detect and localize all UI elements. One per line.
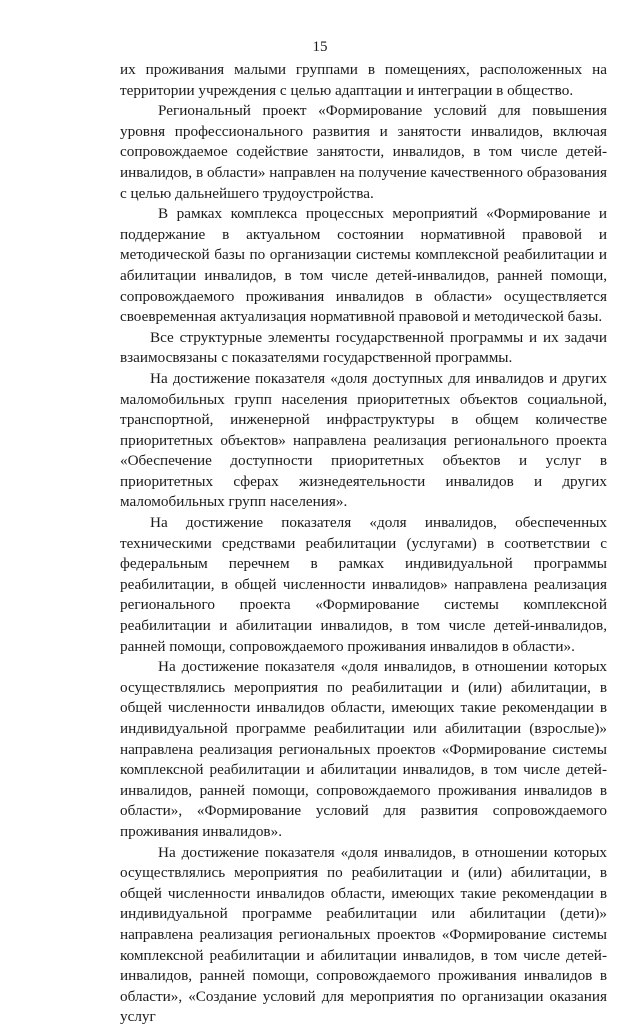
paragraph-rehabilitation-children-indicator: На достижение показателя «доля инвалидов, в отношении которых осуществлялись мероприятия по реабилитации и (или) абилитации, в общей численности инвалидов области, имеющих такие рекомендации в индивидуальной программе реабилитации или абилитации (дети)» направлена реализация региональных проектов «Формирование системы комплексной реабилитации и абилитации инвалидов, в том числе детей-инвалидов, ранней помощи, сопровождаемого проживания инвалидов в области», «Создание условий для мероприятия по организации оказания услуг [120, 843, 607, 1026]
paragraph-regional-project-employment: Региональный проект «Формирование условий для повышения уровня профессионального развития и занятости инвалидов, включая сопровождаемое содействие занятости, инвалидов, в том числе детей-инвалидов, в области» направлен на получение качественного образования с целью дальнейшего трудоустройства. [120, 102, 607, 202]
body-text [120, 60, 607, 1028]
paragraph-rehabilitation-adults-indicator: На достижение показателя «доля инвалидов, в отношении которых осуществлялись мероприятия по реабилитации и (или) абилитации, в общей численности инвалидов области, имеющих такие рекомендации в индивидуальной программе реабилитации или абилитации (взрослые)» направлена реализация региональных проектов «Формирование системы комплексной реабилитации и абилитации инвалидов, в том числе детей-инвалидов, ранней помощи, сопровождаемого проживания инвалидов в области», «Формирование условий для развития сопровождаемого проживания инвалидов». [120, 658, 607, 840]
page-number: 15 [312, 39, 328, 55]
paragraph-accessibility-indicator: На достижение показателя «доля доступных для инвалидов и других маломобильных групп населения приоритетных объектов социальной, транспортной, инженерной инфраструктуры в общем количестве приоритетных объектов» направлена реализация регионального проекта «Обеспечение доступности приоритетных объектов и услуг в приоритетных сферах жизнедеятельности инвалидов и других маломобильных групп населения». [120, 369, 607, 511]
paragraph-structural-elements: Все структурные элементы государственной программы и их задачи взаимосвязаны с показателями государственной программы. [120, 328, 607, 367]
paragraph-continuation: их проживания малыми группами в помещениях, расположенных на территории учреждения с целью адаптации и интеграции в общество. [120, 61, 607, 99]
paragraph-process-activities: В рамках комплекса процессных мероприятий «Формирование и поддержание в актуальном состоянии нормативной правовой и методической базы по организации системы комплексной реабилитации и абилитации инвалидов, в том числе детей-инвалидов, ранней помощи, сопровождаемого проживания инвалидов в области» осуществляется своевременная актуализация нормативной правовой и методической базы. [120, 205, 607, 326]
paragraph-technical-means-indicator: На достижение показателя «доля инвалидов, обеспеченных техническими средствами реабилитации (услугами) в соответствии с федеральным перечнем в рамках индивидуальной программы реабилитации, в общей численности инвалидов» направлена реализация регионального проекта «Формирование системы комплексной реабилитации и абилитации инвалидов, в том числе детей-инвалидов, ранней помощи, сопровождаемого проживания инвалидов в области». [120, 514, 607, 655]
